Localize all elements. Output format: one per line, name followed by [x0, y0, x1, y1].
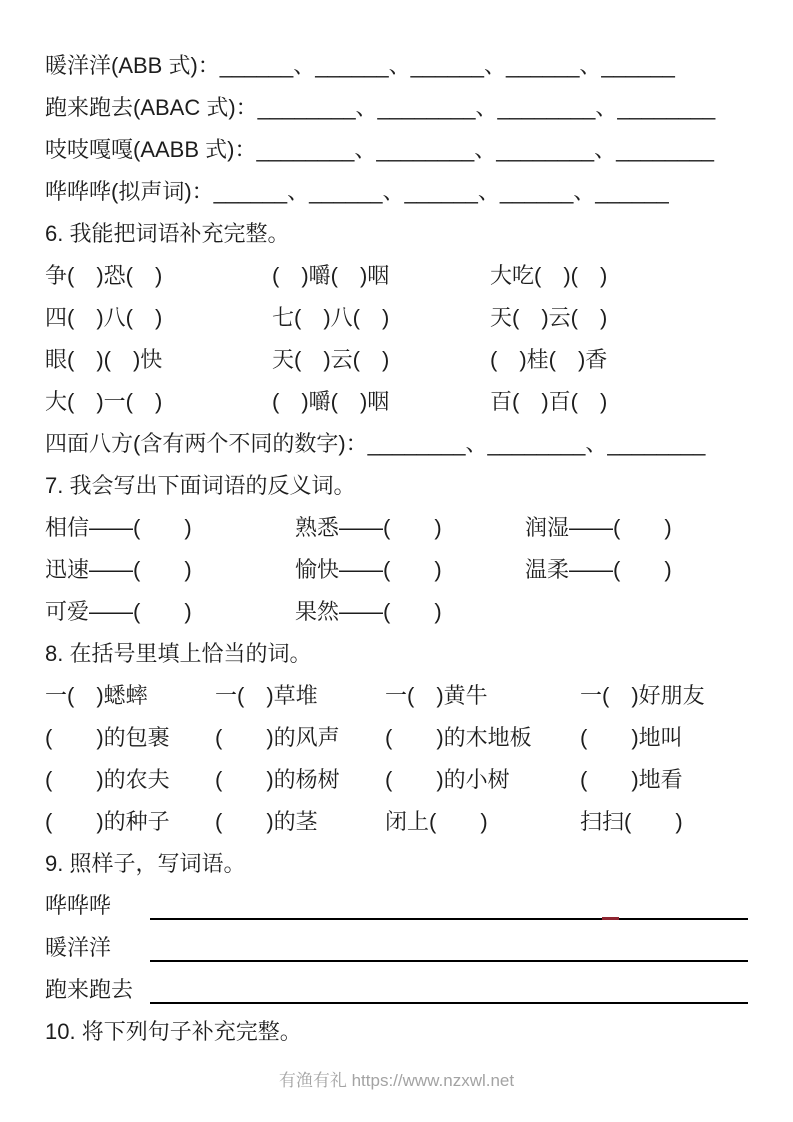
fill-line-abac: 跑来跑去(ABAC 式)：________、________、________、________ [45, 95, 716, 120]
footer-watermark: 有渔有礼 https://www.nzxwl.net [278, 1071, 515, 1090]
q8-cell: 一( )蟋蟀 [45, 683, 148, 708]
q7-cell: 熟悉——( ) [295, 515, 442, 540]
q8-row [45, 675, 748, 717]
q8-cell: ( )的风声 [215, 725, 340, 750]
q7-row [45, 591, 748, 633]
q6-cell: 大吃( )( ) [490, 263, 608, 288]
q10-heading: 10. 将下列句子补充完整。 [45, 1019, 302, 1044]
q8-cell: ( )的包裹 [45, 725, 170, 750]
answer-line [150, 885, 748, 920]
red-mark [602, 917, 619, 920]
q7-cell: 愉快——( ) [295, 557, 442, 582]
q9-example-row [45, 927, 748, 969]
q7-cell: 温柔——( ) [525, 557, 672, 582]
q7-row [45, 549, 748, 591]
q6-heading: 6. 我能把词语补充完整。 [45, 221, 290, 246]
q7-cell: 迅速——( ) [45, 557, 192, 582]
q7-cell [525, 591, 748, 633]
q6-cell: 七( )八( ) [272, 305, 390, 330]
q6-extra-line: 四面八方(含有两个不同的数字)：________、________、________ [45, 431, 706, 456]
fill-line-aabb: 吱吱嘎嘎(AABB 式)：________、________、________、________ [45, 137, 714, 162]
q8-cell: 扫扫( ) [580, 809, 683, 834]
q6-row [45, 255, 748, 297]
q8-heading: 8. 在括号里填上恰当的词。 [45, 641, 312, 666]
q7-cell: 润湿——( ) [525, 515, 672, 540]
q9-example-label: 跑来跑去 [45, 977, 134, 1002]
q8-row [45, 717, 748, 759]
fill-line-onomatopoeia: 哗哗哗(拟声词)：______、______、______、______、______ [45, 179, 669, 204]
q9-example-row [45, 885, 748, 927]
fill-line-abb: 暖洋洋(ABB 式)：______、______、______、______、______ [45, 53, 675, 78]
q6-cell: 大( )一( ) [45, 389, 163, 414]
q9-example-label: 暖洋洋 [45, 935, 112, 960]
q9-heading: 9. 照样子，写词语。 [45, 851, 246, 876]
q6-cell: 天( )云( ) [272, 347, 390, 372]
q6-cell: 百( )百( ) [490, 389, 608, 414]
q8-cell: 一( )草堆 [215, 683, 318, 708]
q8-cell: ( )的木地板 [385, 725, 532, 750]
q8-cell: 一( )黄牛 [385, 683, 488, 708]
q8-cell: ( )的小树 [385, 767, 510, 792]
q9-example-row [45, 969, 748, 1011]
q8-cell: 闭上( ) [385, 809, 488, 834]
answer-line [150, 969, 748, 1004]
answer-line [150, 927, 748, 962]
q8-cell: ( )的农夫 [45, 767, 170, 792]
q6-cell: 眼( )( )快 [45, 347, 163, 372]
q6-cell: 争( )恐( ) [45, 263, 163, 288]
q6-cell: ( )嚼( )咽 [272, 263, 390, 288]
q7-cell: 可爱——( ) [45, 599, 192, 624]
q8-cell: ( )地看 [580, 767, 683, 792]
q6-row [45, 381, 748, 423]
q8-cell: ( )的茎 [215, 809, 318, 834]
q9-example-label: 哗哗哗 [45, 893, 112, 918]
q7-row [45, 507, 748, 549]
q8-cell: ( )的种子 [45, 809, 170, 834]
q7-cell: 相信——( ) [45, 515, 192, 540]
q6-row [45, 297, 748, 339]
q6-cell: ( )桂( )香 [490, 347, 608, 372]
q6-cell: 四( )八( ) [45, 305, 163, 330]
q8-row [45, 801, 748, 843]
worksheet-content [45, 45, 748, 1053]
q6-cell: ( )嚼( )咽 [272, 389, 390, 414]
q7-heading: 7. 我会写出下面词语的反义词。 [45, 473, 356, 498]
q8-row [45, 759, 748, 801]
q6-row [45, 339, 748, 381]
q7-cell: 果然——( ) [295, 599, 442, 624]
q6-cell: 天( )云( ) [490, 305, 608, 330]
q8-cell: ( )的杨树 [215, 767, 340, 792]
q8-cell: ( )地叫 [580, 725, 683, 750]
q8-cell: 一( )好朋友 [580, 683, 705, 708]
